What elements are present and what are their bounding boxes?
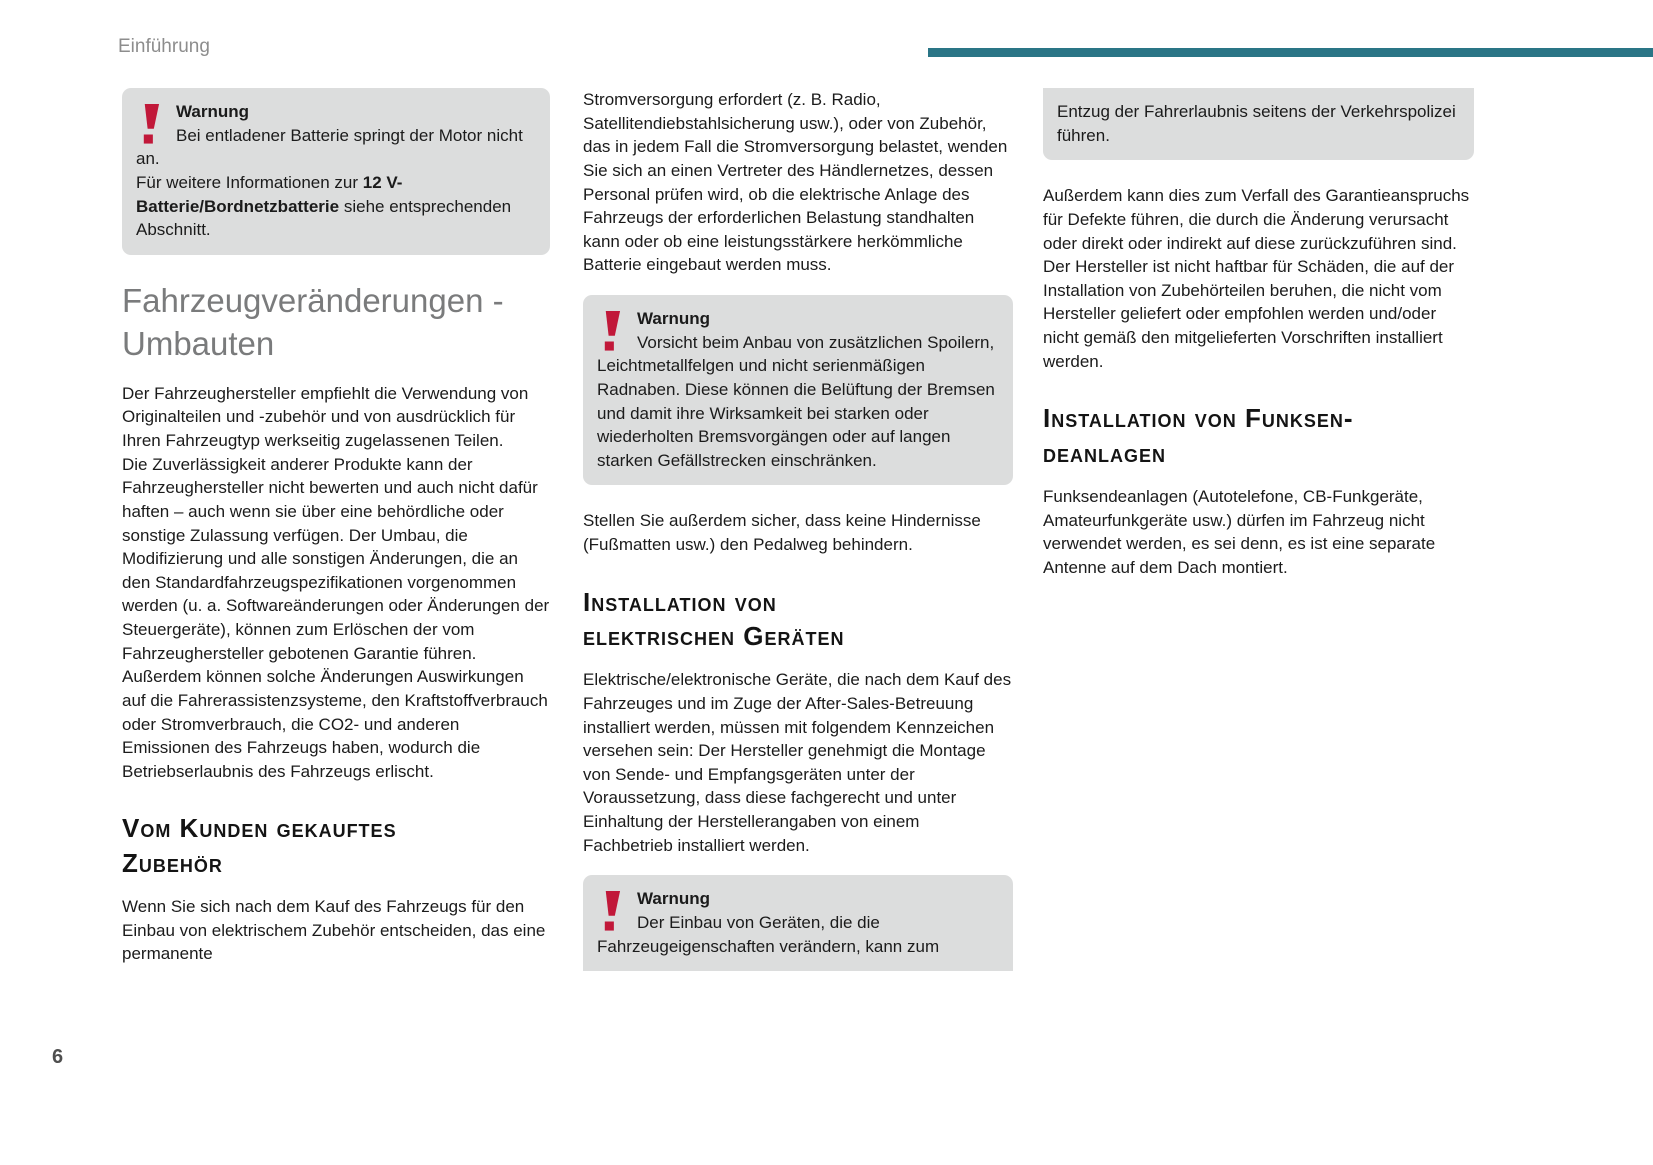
page-number: 6 (52, 1046, 64, 1068)
warning-box-geraete (583, 875, 1013, 971)
paragraph: Außerdem kann dies zum Verfall des Garantieanspruchs für Defekte führen, die durch die Änderung verursacht oder direkt oder indirekt auf diese zurückzuführen sind. (1043, 186, 1470, 253)
warning-text-segment: Für weitere Informationen zur (136, 172, 363, 192)
paragraph: Elektrische/elektronische Geräte, die nach dem Kauf des Fahrzeuges und im Zuge der After-Sales-Betreuung installiert werden, müssen mit folgendem Kennzeichen versehen sein: Der Hersteller genehmigt die Montage von Sende- und Empfangsgeräten unter der Voraussetzung, dass diese fachgerecht und unter Einhaltung der Herstellerangaben von einem Fachbetrieb installiert werden. (583, 670, 1012, 855)
heading-line: deanlagen (1043, 438, 1167, 469)
column-middle (583, 88, 1013, 971)
warning-exclamation-icon (138, 103, 162, 145)
heading-line: Zubehör (122, 848, 223, 879)
warning-title: Warnung (637, 309, 711, 328)
paragraph: Die Zuverlässigkeit anderer Produkte kann der Fahrzeughersteller nicht bewerten und auch nicht dafür haften – auch wenn sie über eine behördliche oder sonstige Zulassung verfügen. Der Umbau, die Modifizierung und alle sonstigen Änderungen, die an den Standardfahrzeugspezifikationen vorgenommen werden (u. a. Softwareänderungen oder Änderungen der Steuergeräte), können zum Erlöschen der vom Fahrzeughersteller gebotenen Garantie führen. Außerdem können solche Änderungen Auswirkungen auf die Fahrerassistenzsysteme, den Kraftstoffverbrauch oder Stromverbrauch, die CO2- und anderen Emissionen des Fahrzeugs haben, wodurch die Betriebserlaubnis des Fahrzeugs erlischt. (122, 454, 550, 781)
heading-line: Installation von (583, 586, 777, 617)
section-heading-funksendeanlagen (1043, 401, 1474, 471)
main-heading (122, 279, 550, 366)
section-heading-elektrische-geraete (583, 585, 1013, 655)
section-heading-zubehoer (122, 811, 550, 881)
paragraph: Funksendeanlagen (Autotelefone, CB-Funkgeräte, Amateurfunkgeräte usw.) dürfen im Fahrzeug nicht verwendet werden, es sei denn, es ist eine separate Antenne auf dem Dach montiert. (1043, 486, 1436, 577)
warning-text-segment: siehe entsprechenden Abschnitt. (136, 196, 512, 240)
warning-box-continued (1043, 88, 1474, 160)
warning-text-line: Vorsicht beim Anbau von zusätzlichen Spoilern, Leichtmetallfelgen und nicht serienmäßigen Radnaben. Diese können die Belüftung der Bremsen und damit ihre Wirksamkeit bei starken oder wiederholten Bremsvorgängen oder auf langen starken Gefällstrecken einschränken. (597, 332, 995, 470)
heading-line: elektrischen Geräten (583, 621, 845, 652)
column-right (1043, 88, 1474, 579)
warning-text-line: Bei entladener Batterie springt der Motor nicht an. (136, 125, 523, 169)
warning-exclamation-icon (599, 310, 623, 352)
warning-title: Warnung (176, 102, 250, 121)
heading-line: Fahrzeugveränderungen - (122, 281, 504, 319)
warning-exclamation-icon (599, 890, 623, 932)
paragraph: Der Hersteller ist nicht haftbar für Schäden, die auf der Installation von Zubehörteilen beruhen, die nicht vom Hersteller geliefert oder empfohlen werden und/oder nicht gemäß den mitgelieferten Vorschriften installiert werden. (1043, 257, 1455, 371)
paragraph: Stromversorgung erfordert (z. B. Radio, Satellitendiebstahlsicherung usw.), oder von Zubehör, das in jedem Fall die Stromversorgung belastet, wenden Sie sich an einen Vertreter des Händlernetzes, dessen Personal prüfen wird, ob die elektrische Anlage des Fahrzeugs der erforderlichen Belastung standhalten kann oder ob eine leistungsstärkere herkömmliche Batterie eingebaut werden muss. (583, 90, 1008, 275)
warning-text-bold: 12 V-Batterie/Bordnetzbatterie (136, 172, 403, 216)
warning-box-spoiler (583, 295, 1013, 485)
chapter-header: Einführung (118, 36, 210, 57)
heading-line: Umbauten (122, 325, 275, 363)
column-left (122, 88, 550, 966)
warning-text-line: Der Einbau von Geräten, die die Fahrzeugeigenschaften verändern, kann zum (597, 912, 940, 956)
warning-title: Warnung (637, 889, 711, 909)
paragraph: Der Fahrzeughersteller empfiehlt die Verwendung von Originalteilen und -zubehör und von ausdrücklich für Ihren Fahrzeugtyp werkseitig zugelassenen Teilen. (122, 383, 529, 451)
header-accent-bar (928, 48, 1653, 57)
warning-box-battery (122, 88, 550, 255)
paragraph: Wenn Sie sich nach dem Kauf des Fahrzeugs für den Einbau von elektrischem Zubehör entscheiden, das eine permanente (122, 897, 546, 964)
warning-text-line: Entzug der Fahrerlaubnis seitens der Verkehrspolizei führen. (1057, 102, 1456, 145)
heading-line: Installation von Funksen- (1043, 403, 1354, 434)
paragraph: Stellen Sie außerdem sicher, dass keine Hindernisse (Fußmatten usw.) den Pedalweg behindern. (583, 511, 981, 554)
warning-text-line (136, 171, 534, 242)
heading-line: Vom Kunden gekauftes (122, 813, 397, 844)
